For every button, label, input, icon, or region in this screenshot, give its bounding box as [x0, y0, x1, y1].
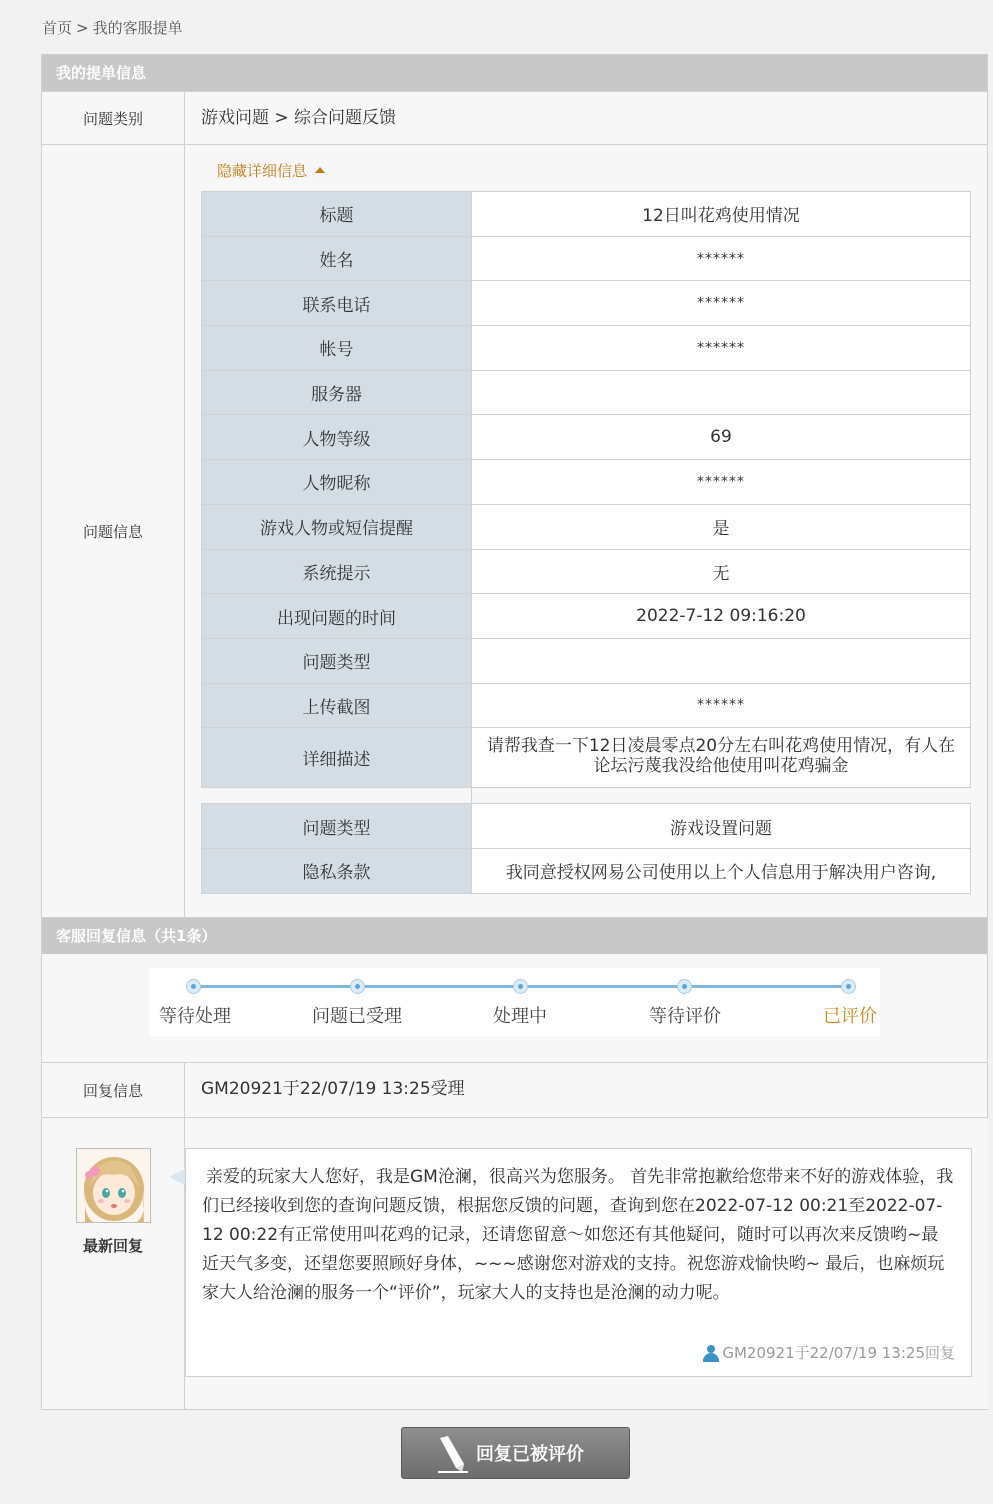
- detail-key: 出现问题的时间: [202, 594, 472, 639]
- detail-key: 标题: [202, 192, 472, 237]
- latest-reply-label: 最新回复: [82, 1237, 143, 1255]
- detail-row: [202, 683, 971, 728]
- progress-dot: [841, 979, 856, 994]
- detail-key: 问题类型: [202, 804, 472, 849]
- progress-step-label: 等待处理: [159, 1006, 231, 1027]
- breadcrumb-home-link[interactable]: 首页: [42, 19, 73, 37]
- detail-value: 请帮我查一下12日凌晨零点20分左右叫花鸡使用情况，有人在论坛污蔑我没给他使用叫花鸡骗金: [472, 728, 971, 788]
- progress-dot: [186, 979, 201, 994]
- detail-row: [202, 370, 971, 415]
- detail-row: [202, 728, 971, 788]
- breadcrumb-current: 我的客服提单: [92, 19, 183, 37]
- category-value: 游戏问题 > 综合问题反馈: [185, 92, 987, 144]
- progress-step-label: 处理中: [493, 1006, 547, 1027]
- detail-table: [201, 191, 971, 894]
- detail-row: [202, 848, 971, 893]
- gm-avatar-icon: [76, 1148, 151, 1223]
- detail-value: ******: [472, 460, 971, 505]
- progress-dot: [350, 979, 365, 994]
- progress-step-label: 等待评价: [649, 1006, 721, 1027]
- reply-message-meta: [702, 1342, 955, 1363]
- detail-value: [472, 370, 971, 415]
- detail-key: 人物等级: [202, 415, 472, 460]
- detail-value: 游戏设置问题: [472, 804, 971, 849]
- reply-evaluated-button[interactable]: [401, 1427, 630, 1479]
- detail-row: [202, 236, 971, 281]
- detail-key: 上传截图: [202, 683, 472, 728]
- detail-key: 系统提示: [202, 549, 472, 594]
- progress-dot: [677, 979, 692, 994]
- reply-message-text: 亲爱的玩家大人您好，我是GM沧澜，很高兴为您服务。 首先非常抱歉给您带来不好的游戏体验，我们已经接收到您的查询问题反馈，根据您反馈的问题，查询到您在2022-07-12 00:21至2022-07-12 00:22有正常使用叫花鸡的记录，还请您留意～如您还有其他疑问，随时可以再次来反馈哟~最近天气多变，还望您要照顾好身体，~~~感谢您对游戏的支持。祝您游戏愉快哟~ 最后，也麻烦玩家大人给沧澜的服务一个“评价”，玩家大人的支持也是沧澜的动力呢。: [202, 1167, 954, 1303]
- reply-row: [42, 1062, 987, 1117]
- detail-key: 帐号: [202, 326, 472, 371]
- detail-row: [202, 638, 971, 683]
- detail-value: 2022-7-12 09:16:20: [472, 594, 971, 639]
- detail-value: 是: [472, 504, 971, 549]
- progress-step-label: 已评价: [823, 1006, 877, 1027]
- detail-value: ******: [472, 326, 971, 371]
- detail-value: 我同意授权网易公司使用以上个人信息用于解决用户咨询,: [472, 848, 971, 893]
- detail-row: [202, 326, 971, 371]
- detail-key: 人物昵称: [202, 460, 472, 505]
- user-icon: [702, 1344, 720, 1362]
- detail-key: 详细描述: [202, 728, 472, 788]
- detail-row: [202, 804, 971, 849]
- detail-key: 联系电话: [202, 281, 472, 326]
- hide-details-toggle[interactable]: [217, 159, 971, 191]
- detail-value: ******: [472, 683, 971, 728]
- question-info-row: [42, 144, 987, 917]
- detail-value: 69: [472, 415, 971, 460]
- detail-key: 姓名: [202, 236, 472, 281]
- detail-key: 问题类型: [202, 638, 472, 683]
- detail-value: 无: [472, 549, 971, 594]
- detail-value: ******: [472, 281, 971, 326]
- pencil-icon: [434, 1434, 470, 1474]
- hide-details-label: 隐藏详细信息: [217, 162, 308, 180]
- question-info-label: 问题信息: [42, 145, 185, 917]
- progress-step-label: 问题已受理: [312, 1006, 402, 1027]
- detail-value: 12日叫花鸡使用情况: [472, 192, 971, 237]
- detail-row: [202, 415, 971, 460]
- detail-key: 服务器: [202, 370, 472, 415]
- detail-row: [202, 192, 971, 237]
- latest-reply-row: [42, 1117, 987, 1409]
- caret-up-icon: [315, 167, 325, 173]
- detail-value: [472, 638, 971, 683]
- ticket-info-panel: [41, 54, 988, 918]
- reply-meta-text: GM20921于22/07/19 13:25回复: [722, 1344, 955, 1362]
- detail-key: 隐私条款: [202, 848, 472, 893]
- detail-key: 游戏人物或短信提醒: [202, 504, 472, 549]
- progress-dot: [513, 979, 528, 994]
- reply-label: 回复信息: [42, 1063, 185, 1117]
- reply-panel-title: 客服回复信息（共1条）: [42, 918, 987, 954]
- detail-row: [202, 460, 971, 505]
- breadcrumb-separator: >: [76, 19, 89, 37]
- progress-steps: [149, 968, 880, 1036]
- reply-value: GM20921于22/07/19 13:25受理: [185, 1063, 987, 1117]
- detail-row: [202, 594, 971, 639]
- detail-row: [202, 281, 971, 326]
- category-label: 问题类别: [42, 92, 185, 144]
- detail-value: ******: [472, 236, 971, 281]
- reply-message-bubble: [185, 1148, 972, 1377]
- reply-info-panel: [41, 917, 988, 1410]
- detail-row: [202, 549, 971, 594]
- reply-evaluated-label: 回复已被评价: [476, 1444, 584, 1465]
- category-row: [42, 91, 987, 144]
- breadcrumb: [42, 17, 183, 38]
- detail-row: [202, 504, 971, 549]
- ticket-panel-title: 我的提单信息: [42, 55, 987, 91]
